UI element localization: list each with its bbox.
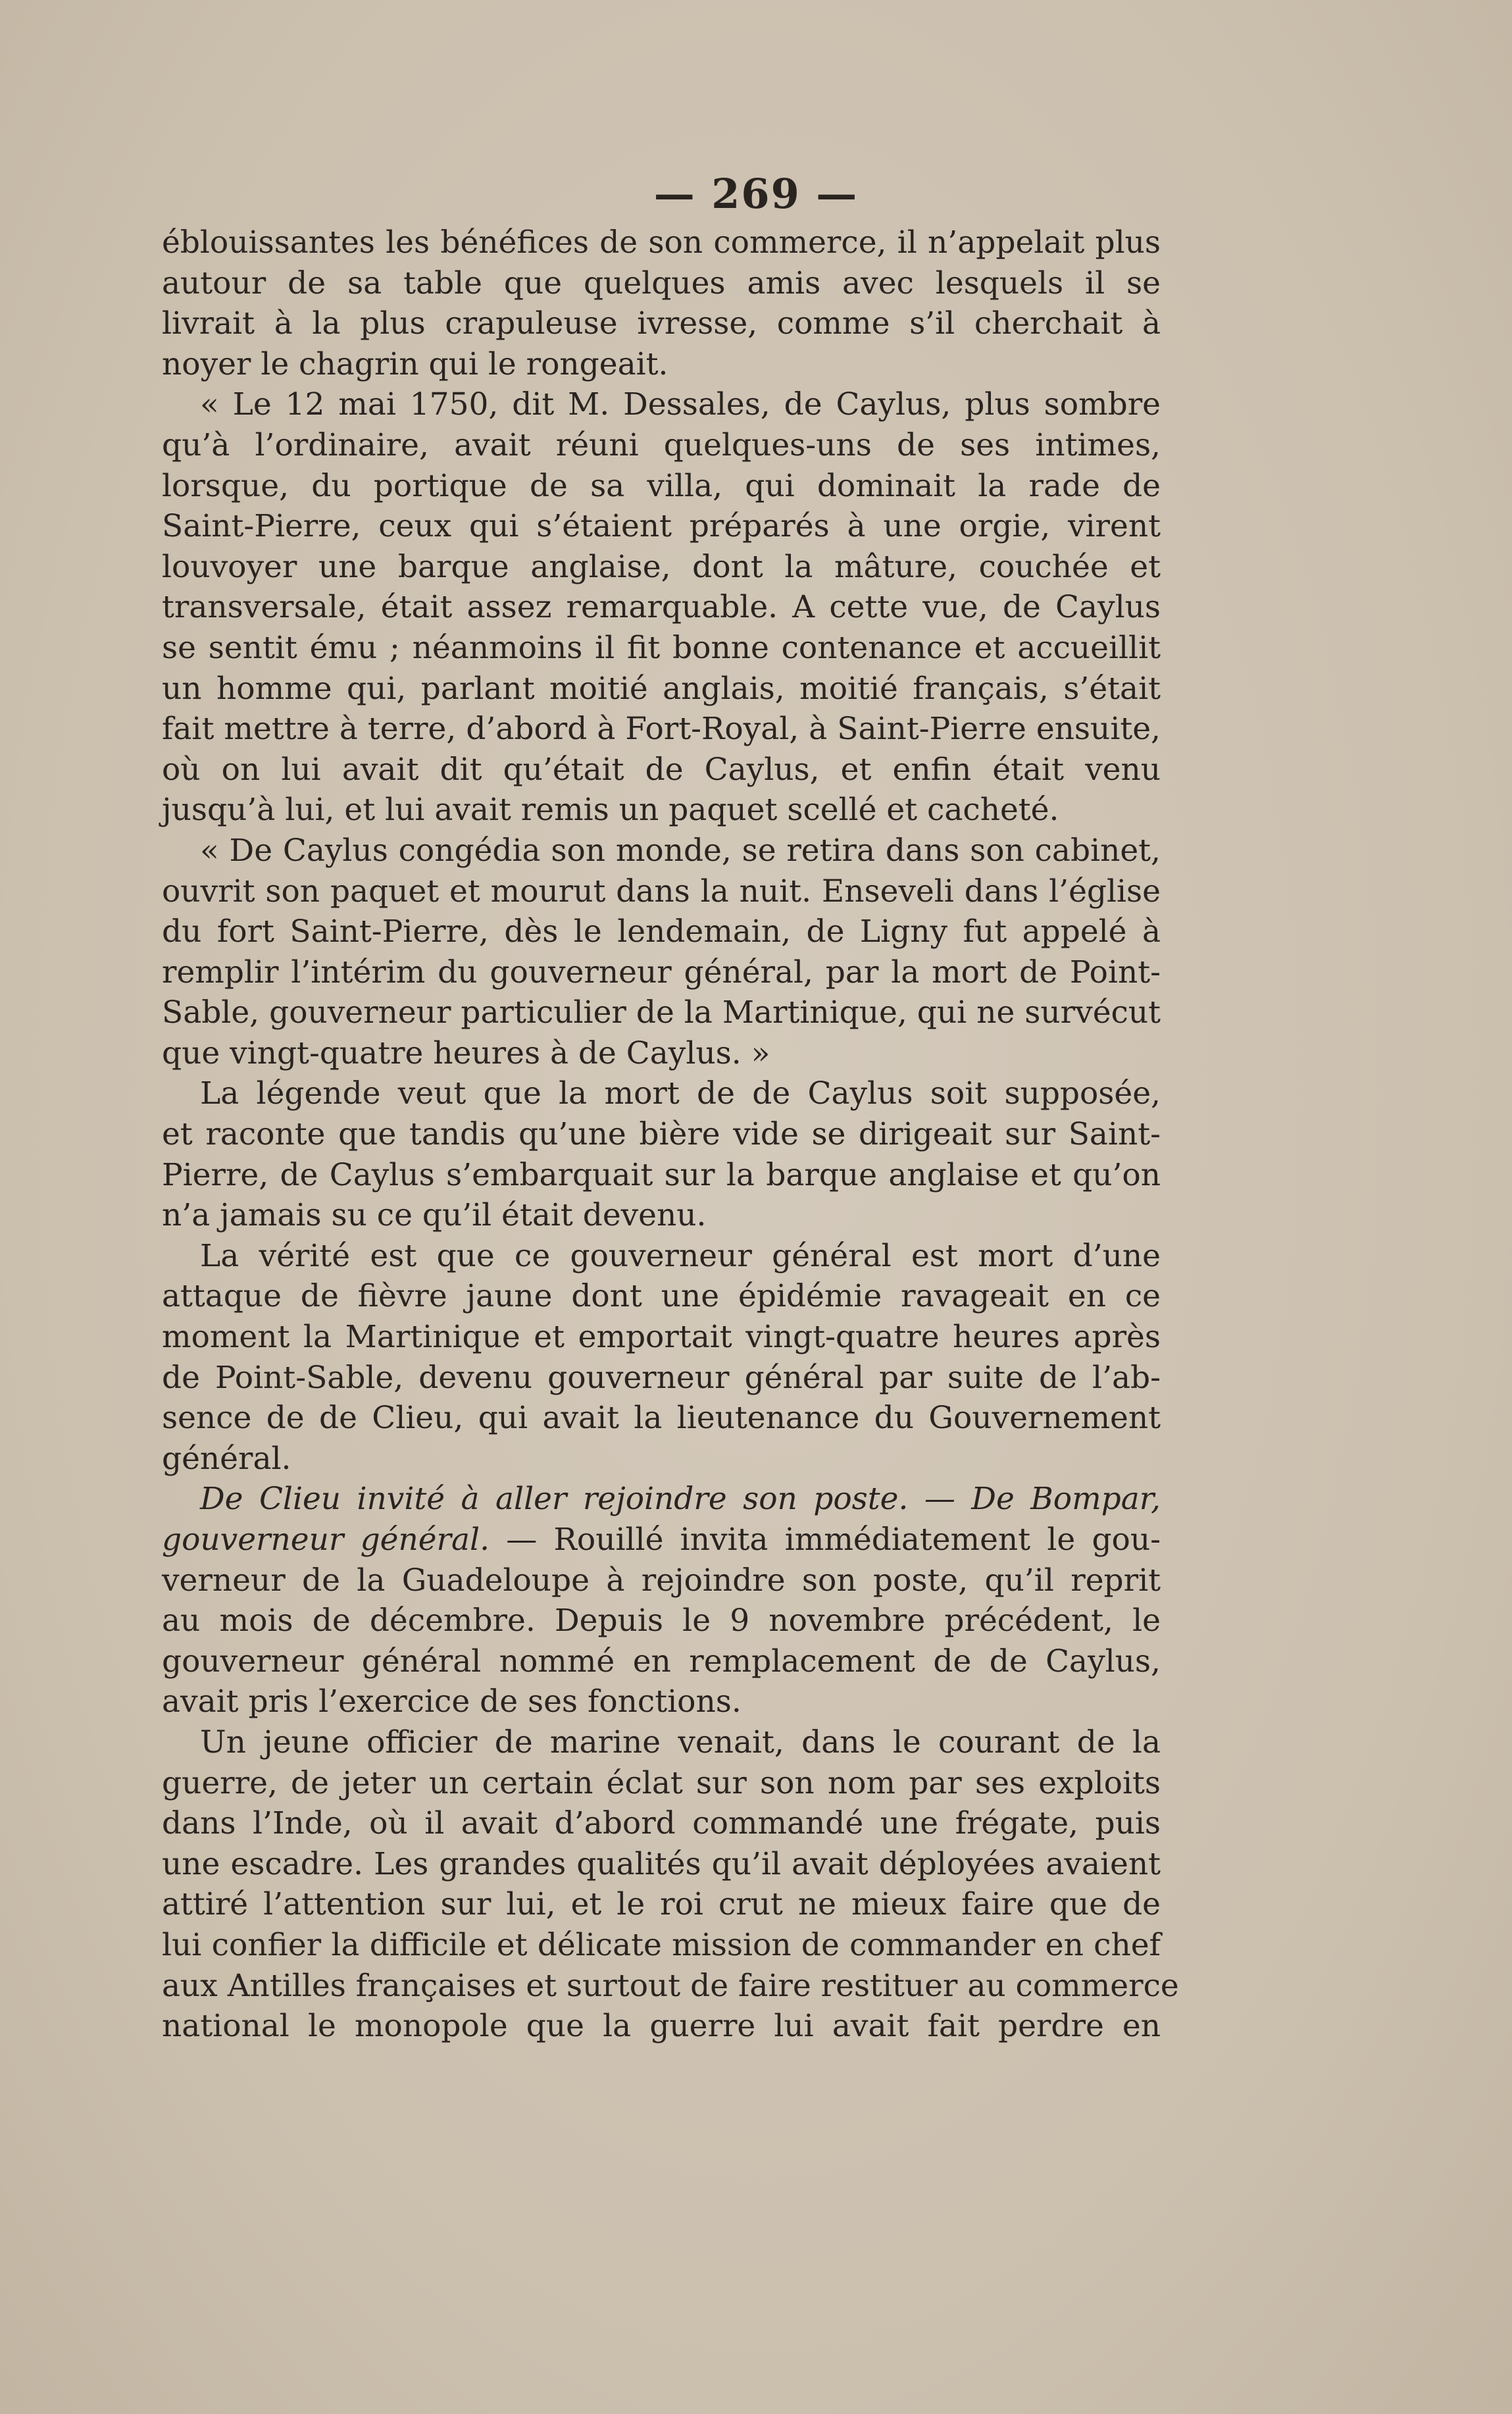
text-line (162, 1439, 1161, 1479)
text-line (162, 1236, 1161, 1277)
text-segment: guerre, de jeter un certain éclat sur son nom par ses exploits (162, 1764, 1161, 1801)
text-line (162, 1966, 1179, 2007)
text-segment: La légende veut que la mort de de Caylus soit supposée, (200, 1075, 1161, 1112)
text-line (162, 547, 1161, 588)
text-segment: lui confier la difficile et délicate mission de commander en chef (162, 1926, 1161, 1963)
page-number: — 269 — (653, 170, 859, 218)
text-segment: — Rouillé invita immédiatement le gou- (490, 1522, 1161, 1558)
text-segment: Sable, gouverneur particulier de la Martinique, qui ne survécut (162, 994, 1161, 1031)
text-segment: éblouissantes les bénéfices de son commerce, il n’appelait plus (162, 224, 1161, 261)
text-line (162, 1195, 1161, 1236)
text-segment: un homme qui, parlant moitié anglais, moitié français, s’était (162, 670, 1161, 707)
text-segment: jusqu’à lui, et lui avait remis un paquet scellé et cacheté. (162, 792, 1059, 829)
text-line (162, 1358, 1161, 1399)
text-line (162, 1033, 1161, 1074)
text-line (162, 669, 1161, 709)
text-segment: transversale, était assez remarquable. A cette vue, de Caylus (162, 589, 1161, 626)
text-segment: national le monopole que la guerre lui avait fait perdre en (162, 2008, 1161, 2045)
text-line (162, 831, 1161, 871)
text-line (162, 952, 1161, 993)
text-line (162, 1763, 1161, 1804)
text-line (162, 344, 1161, 385)
italic-heading-segment: gouverneur général. (162, 1522, 490, 1558)
text-line (162, 506, 1161, 547)
text-line (162, 263, 1161, 304)
text-line (162, 1317, 1161, 1358)
text-segment: louvoyer une barque anglaise, dont la mâture, couchée et (162, 548, 1161, 585)
text-line (162, 384, 1161, 425)
text-segment: général. (162, 1440, 291, 1477)
body-text (162, 222, 1179, 2047)
text-line (162, 992, 1161, 1033)
text-line (162, 587, 1161, 628)
text-segment: attaque de fièvre jaune dont une épidémie ravageait en ce (162, 1278, 1161, 1315)
text-line (162, 1114, 1161, 1155)
text-segment: Pierre, de Caylus s’embarquait sur la barque anglaise et qu’on (162, 1156, 1161, 1193)
text-line (162, 1844, 1161, 1885)
text-line (162, 1925, 1161, 1966)
text-segment: livrait à la plus crapuleuse ivresse, comme s’il cherchait à (162, 305, 1161, 342)
text-segment: et raconte que tandis qu’une bière vide se dirigeait sur Saint- (162, 1116, 1161, 1153)
text-segment: ouvrit son paquet et mourut dans la nuit. Enseveli dans l’église (162, 873, 1161, 910)
text-segment: du fort Saint-Pierre, dès le lendemain, de Ligny fut appelé à (162, 913, 1161, 950)
text-line (162, 1073, 1161, 1114)
text-segment: avait pris l’exercice de ses fonctions. (162, 1683, 742, 1720)
text-segment: autour de sa table que quelques amis avec lesquels il se (162, 265, 1161, 301)
text-segment: fait mettre à terre, d’abord à Fort-Royal, à Saint-Pierre ensuite, (162, 711, 1161, 748)
text-segment: dans l’Inde, où il avait d’abord commandé une frégate, puis (162, 1805, 1161, 1842)
text-segment: Saint-Pierre, ceux qui s’étaient préparés à une orgie, virent (162, 508, 1161, 545)
text-segment: gouverneur général nommé en remplacement de de Caylus, (162, 1643, 1161, 1680)
text-line (162, 2006, 1161, 2047)
text-line (162, 1803, 1161, 1844)
text-line (162, 1601, 1161, 1641)
text-segment: où on lui avait dit qu’était de Caylus, et enfin était venu (162, 751, 1161, 788)
text-segment: que vingt-quatre heures à de Caylus. » (162, 1035, 770, 1071)
text-line (162, 1276, 1161, 1317)
text-segment: remplir l’intérim du gouverneur général, par la mort de Point- (162, 954, 1161, 990)
text-line (162, 303, 1161, 344)
text-line (162, 1520, 1161, 1560)
text-line (162, 1560, 1161, 1601)
text-segment: moment la Martinique et emportait vingt-quatre heures après (162, 1319, 1161, 1356)
text-line (162, 871, 1161, 912)
text-segment: une escadre. Les grandes qualités qu’il avait déployées avaient (162, 1845, 1161, 1882)
text-segment: n’a jamais su ce qu’il était devenu. (162, 1197, 707, 1234)
text-line (162, 709, 1161, 750)
text-segment: qu’à l’ordinaire, avait réuni quelques-uns de ses intimes, (162, 426, 1161, 463)
text-line (162, 1884, 1161, 1925)
text-line (162, 425, 1161, 466)
text-line (162, 750, 1161, 790)
text-line (162, 790, 1161, 831)
text-segment: sence de de Clieu, qui avait la lieutenance du Gouvernement (162, 1400, 1161, 1437)
text-line (162, 1398, 1161, 1439)
text-segment: de Point-Sable, devenu gouverneur général par suite de l’ab- (162, 1359, 1161, 1396)
text-segment: au mois de décembre. Depuis le 9 novembre précédent, le (162, 1603, 1161, 1639)
text-line (162, 1722, 1161, 1763)
text-segment: « De Caylus congédia son monde, se retira dans son cabinet, (200, 832, 1161, 869)
text-line (162, 1155, 1161, 1196)
italic-heading-segment: De Clieu invité à aller rejoindre son poste. — De Bompar, (200, 1481, 1161, 1518)
text-segment: se sentit ému ; néanmoins il fit bonne contenance et accueillit (162, 629, 1161, 666)
text-line (162, 628, 1161, 669)
text-line (162, 466, 1161, 507)
text-line (162, 222, 1161, 263)
text-segment: noyer le chagrin qui le rongeait. (162, 346, 668, 382)
text-segment: Un jeune officier de marine venait, dans le courant de la (200, 1724, 1161, 1760)
text-line (162, 1641, 1161, 1682)
text-segment: attiré l’attention sur lui, et le roi crut ne mieux faire que de (162, 1886, 1161, 1923)
text-line (162, 1682, 1161, 1722)
text-segment: aux Antilles françaises et surtout de faire restituer au commerce (162, 1967, 1179, 2004)
text-line (162, 912, 1161, 952)
text-line (162, 1479, 1161, 1520)
text-segment: verneur de la Guadeloupe à rejoindre son poste, qu’il reprit (162, 1562, 1161, 1599)
text-segment: « Le 12 mai 1750, dit M. Dessales, de Caylus, plus sombre (200, 386, 1161, 423)
text-segment: La vérité est que ce gouverneur général est mort d’une (200, 1237, 1161, 1274)
text-segment: lorsque, du portique de sa villa, qui dominait la rade de (162, 467, 1161, 504)
